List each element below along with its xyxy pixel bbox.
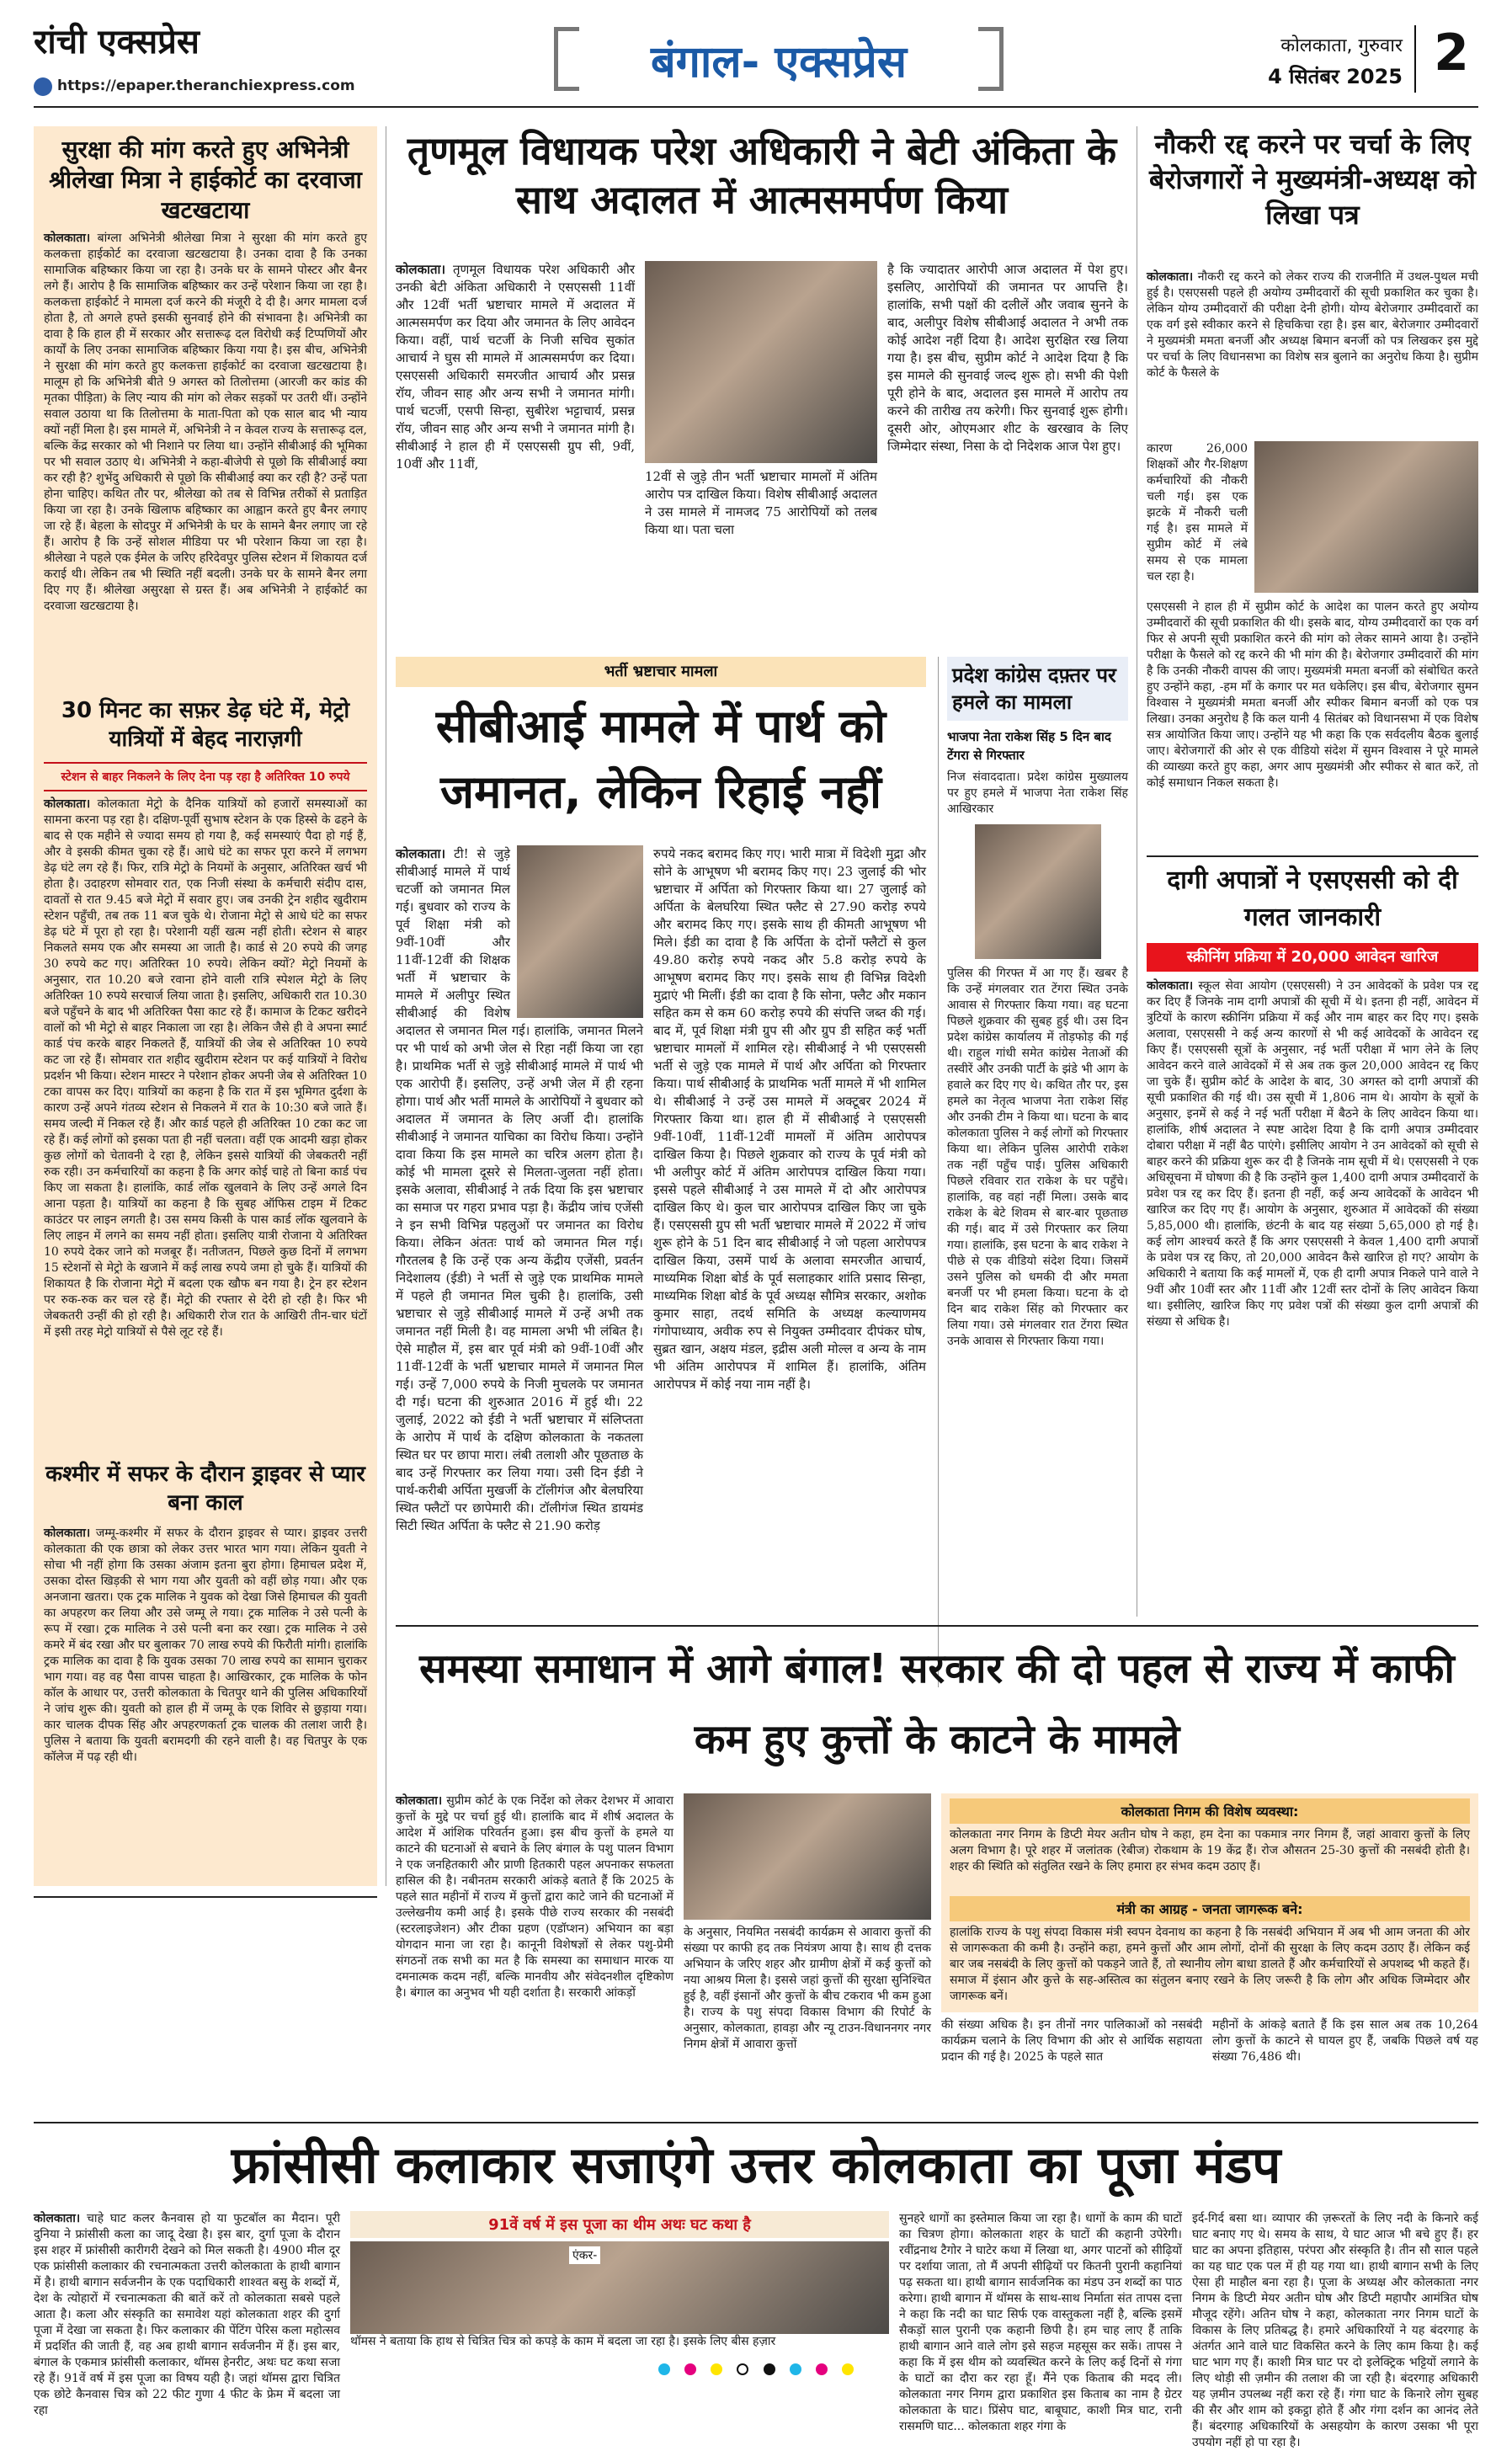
dateline: कोलकाता।: [396, 846, 446, 861]
story-text: कोलकाता मेट्रो के दैनिक यात्रियों को हजारों समस्याओं का सामना करना पड़ रहा है। दक्षिण-पूर्वी सुभाष स्टेशन के एक हिस्से के ढहने के बाद से एक महीने से ज्यादा समय हो गया है, कई समस्याएं पैदा हो गई हैं, और वे इसकी कीमत चुका रहे हैं। आधे घंटे का सफर पूरा करने में लगभग डेढ़ घंटे लग रहे हैं। फिर, रात्रि मेट्रो के नियमों के अनुसार, अतिरिक्त खर्च भी होता है। उदाहरण सोमवार रात, एक निजी संस्था के कर्मचारी संदीप दास, दावतों से रात 9.45 बजे मेट्रो में सवार हुए। जब उनकी ट्रेन शहीद खुदीराम स्टेशन पहुँची, तब तक 11 बज चुके थे। रोजाना मेट्रो से आधे घंटे का सफर डेढ़ घंटे में पूरा हो रहा है। परेशानी यहीं खत्म नहीं होती। स्टेशन से बाहर निकलते समय एक और समस्या आ जाती है। कार्ड से 20 रुपये की जगह 30 रुपये कट गए। अतिरिक्त 10 रुपये। लेकिन क्यों? मेट्रो नियमों के अनुसार, रात 10.20 बजे रवाना होने वाली रात्रि स्पेशल मेट्रो के लिए अतिरिक्त 10 रुपये सरचार्ज लिया जाता है। इसलिए, अधिकारी रात 10.30 बजे पहुँचने के बाद भी अतिरिक्त पैसा काट रहे हैं। कामाज के टिकट खरीदने वालों को भी मेट्रो से बाहर निकाला जा रहा है। लेकिन जैसे ही वे अपना स्मार्ट कार्ड पंच करके बाहर निकलते हैं, यात्रियों की जेब से अतिरिक्त 10 रुपये कट जा रहे हैं। सोमवार रात शहीद खुदीराम स्टेशन पर कई यात्रियों ने विरोध प्रदर्शन भी किया। स्टेशन मास्टर ने परेशान होकर अपनी जेब से अतिरिक्त 10 टका वापस कर दिए। यात्रियों का कहना है कि रात में इस भूमिगत दुर्दशा के कारण उन्हें अपने गंतव्य स्टेशन से निकलने में रात के 10:30 बजे जाते हैं। समय जल्दी में निकल रहे हैं। और कार्ड पहले ही अतिरिक्त 10 टका कट जा रहे हैं। कई लोगों को इसका पता ही नहीं चलता। वहीं एक आदमी खड़ा होकर कुछ लोगों को चेतावनी दे रहा है, लेकिन इससे यात्रियों की जेबकतरी नहीं रुक रही। उन कर्मचारियों का कहना है कि अगर कोई चाहे तो बिना कार्ड पंच किए जा सकता है। हालांकि, कार्ड लॉक खुलवाने के लिए उन्हें अगले दिन आना पड़ता है। यात्रियों का कहना है कि सुबह ऑफिस टाइम में टिकट काउंटर पर लाइन लगती है। उस समय किसी के पास कार्ड लॉक खुलवाने के लिए लाइन में लगने का समय नहीं होता। इसलिए यात्री रोजाना ये अतिरिक्त 10 रुपये देकर जाने को मजबूर हैं। नतीजतन, पिछले कुछ दिनों में लगभग 15 स्टेशनों से मेट्रो के खजाने में कई लाख रुपये जमा हो चुके हैं। यात्रियों की शिकायत है कि रोजाना मेट्रो में बदला एक खौफ बन गया है। ट्रेन हर स्टेशन पर रुक-रुक कर चल रहे हैं। मेट्रो की रफ्तार से देरी हो रही है। फिर भी जेबकतरी उन्हीं की हो रही है। अधिकारी रोज रात के आखिरी तीन-चार घंटों में इसी तरह मेट्रो यात्रियों से पैसे लूट रहे हैं।: [44, 797, 367, 1339]
dateline: कोलकाता।: [396, 1794, 443, 1808]
dateline: कोलकाता।: [1147, 270, 1194, 284]
congress-byline: निज संवाददाता। प्रदेश कांग्रेस मुख्यालय पर हुए हमले में भाजपा नेता राकेश सिंह आखिरकार: [947, 770, 1128, 816]
story-text: तृणमूल विधायक परेश अधिकारी और उनकी बेटी अंकिता अधिकारी ने एसएससी 11वीं और 12वीं भर्ती भ्रष्टाचार मामले में अदालत में आत्मसमर्पण कर दिया और जमानत के लिए आवेदन किया। वहीं, पार्थ चटर्जी के निजी सचिव सुकांत आचार्य ने घुस सी मामले में आत्मसमर्पण कर दिया। एसएससी अधिकारी समरजीत आचार्य और प्रसन्न रॉय, जीवन साह और अन्य सभी ने जमानत मांगी। पार्थ चटर्जी, एसपी सिन्हा, सुबीरेश भट्टाचार्य, प्रसन्न रॉय, जीवन साह और अन्य सभी ने जमानत मांगी है। सीबीआई ने हाल ही में एसएससी ग्रुप सी, 9वीं, 10वीं और 11वीं,: [396, 262, 635, 472]
story-text: स्कूल सेवा आयोग (एसएससी) ने उन आवेदकों के प्रवेश पत्र रद्द कर दिए हैं जिनके नाम दागी अपात्रों की सूची में थे। इतना ही नहीं, आवेदन में त्रुटियों के कारण स्क्रीनिंग प्रक्रिया में कई और नाम बाहर कर दिए गए। इसके अलावा, एसएससी ने कई अन्य कारणों से भी कई आवेदकों के आवेदन रद्द किए हैं। एसएससी सूत्रों के अनुसार, नई भर्ती परीक्षा में भाग लेने के लिए आवेदन करने वाले आवेदकों में से अब तक कुल 20,000 आवेदन रद्द किए जा चुके हैं। सुप्रीम कोर्ट के आदेश के बाद, 30 अगस्त को दागी अपात्रों की सूची प्रकाशित की गई थी। उस सूची में 1,806 नाम थे। आयोग के सूत्रों के अनुसार, इनमें से कई ने नई भर्ती परीक्षा में बैठने के लिए आवेदन किया था। हालांकि, शीर्ष अदालत ने स्पष्ट आदेश दिया है कि दागी अपात्र उम्मीदवार दोबारा परीक्षा में नहीं बैठ पाएंगे। इसीलिए आयोग ने उन आवेदकों को सूची से बाहर करने की प्रक्रिया शुरू कर दी है जिनके नाम सूची में थे। एसएससी ने एक अधिसूचना में घोषणा की है कि उन्होंने कुल 1,400 दागी अपात्र उम्मीदवारों के प्रवेश पत्र रद्द कर दिए हैं। इतना ही नहीं, कई अन्य आवेदकों के आवेदन भी खारिज कर दिए गए हैं। आयोग के अनुसार, शुरुआत में आवेदकों की संख्या 5,85,000 थी। हालांकि, छंटनी के बाद यह संख्या 5,65,000 हो गई है। कई लोग आश्चर्य करते हैं कि अगर एसएससी ने केवल 1,400 दागी अपात्रों के प्रवेश पत्र रद्द किए, तो 20,000 आवेदन कैसे खारिज हो गए? आयोग के अधिकारी ने बताया कि कई मामलों में, एक ही दागी अपात्र निकले पाने वाले ने 9वीं और 10वीं स्तर और 11वीं और 12वीं स्तर दोनों के लिए आवेदन किया था। इसीलिए, खारिज किए गए प्रवेश पत्रों की संख्या कुल दागी अपात्रों की संख्या से अधिक है।: [1147, 979, 1478, 1329]
magenta-swatch: [684, 2363, 696, 2375]
left-column: [34, 126, 377, 1886]
congress-box: [938, 657, 1128, 1687]
story-text: टी! से जुड़े सीबीआई मामले में पार्थ चटर्जी को जमानत मिल गई। बुधवार को राज्य के पूर्व शिक्षा मंत्री को 9वीं-10वीं और 11वीं-12वीं की शिक्षक भर्ती में भ्रष्टाचार के मामले में अलीपुर स्थित सीबीआई की विशेष अदालत से जमानत मिल गई। हालांकि, जमानत मिलने पर भी पार्थ को अभी जेल से रिहा नहीं किया जा रहा है। प्राथमिक भर्ती से जुड़े सीबीआई मामले में पार्थ भी एक आरोपी हैं। इसलिए, उन्हें अभी जेल में ही रहना होगा। पार्थ और भर्ती मामले के आरोपियों ने बुधवार को अदालत में जमानत के लिए अर्जी दी। हालांकि सीबीआई ने जमानत याचिका का विरोध किया। उन्होंने दावा किया कि इस मामले का चरित्र अलग होता है। कोई भी मामला दूसरे से मिलता-जुलता नहीं होता। इसके अलावा, सीबीआई ने तर्क दिया कि इस भ्रष्टाचार का समाज पर गहरा प्रभाव पड़ा है। केंद्रीय जांच एजेंसी ने इन सभी विभिन्न पहलुओं पर जमानत का विरोध किया। लेकिन अंततः पार्थ को जमानत मिल गई। गौरतलब है कि उन्हें एक अन्य केंद्रीय एजेंसी, प्रवर्तन निदेशालय (ईडी) ने भर्ती से जुड़े एक प्राथमिक मामले में पहले ही जमानत मिल चुकी है। हालांकि, उसी भ्रष्टाचार से जुड़े सीबीआई मामले में उन्हें अभी तक जमानत नहीं मिली है। वह मामला अभी भी लंबित है। ऐसे माहौल में, इस बार पूर्व मंत्री को 9वीं-10वीं और 11वीं-12वीं के भर्ती भ्रष्टाचार मामले में जमानत मिल गई। उन्हें 7,000 रुपये के निजी मुचलके पर जमानत दी गई। घटना की शुरुआत 2016 में हुई थी। 22 जुलाई, 2022 को ईडी ने भर्ती भ्रष्टाचार में संलिप्तता के आरोप में पार्थ के दक्षिण कोलकाता के नकतला स्थित घर पर छापा मारा। लंबी तलाशी और पूछताछ के बाद उन्हें गिरफ्तार कर लिया गया। उसी दिन ईडी ने पार्थ-करीबी अर्पिता मुखर्जी के टॉलीगंज और बेलघरिया स्थित फ्लैटों पर छापेमारी की। टॉलीगंज स्थित डायमंड सिटी स्थित अर्पिता के फ्लैट से 21.90 करोड़: [396, 846, 643, 1533]
jobs-body-top: [1147, 269, 1478, 438]
panel-body-corporation: कोलकाता नगर निगम के डिप्टी मेयर अतीन घोष ने कहा, हम देना का पकमात्र नगर निगम हैं, जहां आवारा कुत्तों के लिए अलग विभाग है। पूरे शहर में जलांतक (रेबीज) रोकथाम के 19 केंद्र हैं। रोज औसतन 25-30 कुत्तों की नसबंदी होती है। शहर की स्थिति को संतुलित रखने के लिए हमारा हर संभव कदम उठाए हैं।: [950, 1828, 1470, 1873]
headline-partha: सीबीआई मामले में पार्थ को जमानत, लेकिन रिहाई नहीं: [435, 700, 886, 818]
french-col-3: [899, 2211, 1182, 2433]
panel-title-minister: मंत्री का आग्रह - जनता जागरूक बने:: [950, 1896, 1470, 1921]
french-col-4: [1192, 2211, 1478, 2449]
globe-icon: [34, 77, 52, 96]
headline-metro: 30 मिनट का सफ़र डेढ़ घंटे में, मेट्रो यात्रियों में बेहद नाराज़गी: [61, 698, 350, 752]
dogs-photo: [684, 1793, 931, 1920]
jobs-body-bottom: [1147, 599, 1478, 852]
jobs-body-side: [1147, 441, 1248, 593]
panel-body-minister: हालांकि राज्य के पशु संपदा विकास मंत्री स्वपन देवनाथ का कहना है कि नसबंदी अभियान में अब भी आम जनता की ओर से जागरूकता की कमी है। उन्होंने कहा, हमने कुत्तों और आम लोगों, दोनों की सुरक्षा के लिए कदम उठाए हैं। लेकिन कई बार जब नसबंदी के लिए कुत्तों को पकड़ने जाते हैं, तो स्थानीय लोग बाधा डालते हैं और कर्मचारियों से अपशब्द भी कहते हैं। समाज में इंसान और कुत्ते के सह-अस्तित्व का संतुलन बनाए रखने के लिए जरूरी है कि लोग और अधिक जिम्मेदार और जागरूक बनें।: [950, 1926, 1470, 2003]
yellow-swatch: [842, 2363, 854, 2375]
rakesh-photo: [975, 824, 1101, 959]
section-rule: [34, 1896, 377, 1898]
tainted-subhead: स्क्रीनिंग प्रक्रिया में 20,000 आवेदन खारिज: [1147, 943, 1478, 972]
story-text: के अनुसार, नियमित नसबंदी कार्यक्रम से आवारा कुत्तों की संख्या पर काफी हद तक नियंत्रण आया है। साथ ही दत्तक अभियान के जरिए शहर और ग्रामीण क्षेत्रों में कई कुत्तों को नया आश्रय मिला है। इससे जहां कुत्तों की सुरक्षा सुनिश्चित हुई है, वहीं इंसानों और कुत्तों के बीच टकराव भी कम हुआ है। राज्य के पशु संपदा विकास विभाग की रिपोर्ट के अनुसार, कोलकाता, हावड़ा और न्यू टाउन-विधाननगर नगर निगम क्षेत्रों में आवारा कुत्तों: [684, 1926, 931, 2051]
french-col-1: [34, 2211, 341, 2417]
story-metro-body: [44, 797, 367, 1453]
story-text: जम्मू-कश्मीर में सफर के दौरान ड्राइवर से प्यार। ड्राइवर उत्तरी कोलकाता की एक छात्रा को लेकर उत्तर भारत भाग गया। लेकिन युवती ने सोचा भी नहीं होगा कि उसका अंजाम इतना बुरा होगा। हिमाचल प्रदेश में, उसका दोस्त खिड़की से भाग गया और युवती को वहीं छोड़ गया। और एक अनजाना खतरा। एक ट्रक मालिक ने युवक को देखा जिसे हिमाचल की युवती का अपहरण कर लिया और उसे जम्मू ले गया। ट्रक मालिक ने उसे पत्नी के रूप में रखा। ट्रक मालिक ने उसे पत्नी बना कर रखा। ट्रक मालिक ने उसे कमरे में बंद रखा और घर बुलाकर 70 लाख रुपये की फिरौती मांगी। हालांकि ट्रक मालिक का दावा है कि युवक उसका 70 लाख रुपये का सामान चुराकर भाग गया। वह वह पैसा वापस चाहता है। आखिरकार, ट्रक मालिक के फोन कॉल के आधार पर, उत्तरी कोलकाता के चितपुर थाने की पुलिस अधिकारियों ने जांच शुरू की। युवती को हाल ही में जम्मू के एक शिविर से छुड़ाया गया। कार चालक दीपक सिंह और अपहरणकर्ता ट्रक चालक की तलाश जारी है। पुलिस ने बताया कि युवती बरामदगी की रहने वाली है। वह चितपुर के एक कॉलेज में पढ़ रही थी।: [44, 1527, 367, 1764]
color-registration-bar: [34, 2363, 1478, 2379]
french-photo-label: 91वें वर्ष में इस पूजा का थीम अथः घट कथा है: [350, 2211, 889, 2238]
section-title: बंगाल- एक्सप्रेस: [650, 37, 908, 88]
section-bracket-right: [978, 27, 1004, 91]
tainted-body: [1147, 978, 1478, 1618]
metro-subhead: स्टेशन से बाहर निकलने के लिए देना पड़ रहा है अतिरिक्त 10 रुपये: [44, 762, 367, 791]
dateline: कोलकाता।: [34, 2212, 81, 2225]
partha-kicker: भर्ती भ्रष्टाचार मामला: [604, 663, 718, 680]
story-text: सुनहरे धागों का इस्तेमाल किया जा रहा है। धागों के काम की घाटों का चित्रण होगा। कोलकाता शहर के घाटों की कहानी उपेरेगी। रवींद्रनाथ टैगोर ने घाटेर कथा में लिखा था, अगर पाटनों को सीढ़ियों पर दर्शाया जाता, तो मैं अपनी सीढ़ियों पर कितनी पुरानी कहानियां पढ़ सकता था। हाथी बागान सार्वजनिक का मंडप उन शब्दों का पाठ करेगा। हाथी बागान में थॉमस के साथ-साथ निर्माता संत तापस दत्ता ने कहा कि नदी का घाट सिर्फ एक वास्तुकला नहीं है, बल्कि इसमें सैकड़ों साल पुरानी एक कहानी छिपी है। हम चाह लाए हैं ताकि हाथी बागान आने वाले लोग इसे सहज महसूस कर सकें। तापस ने कहा कि में इस थीम को व्यवस्थित करने के लिए कई दिनों से गंगा के घाटों का दौरा कर रहा हूँ। मैंने एक किताब की मदद ली। कोलकाता नगर निगम द्वारा प्रकाशित इस किताब का नाम है ग्रेटर कोलकाता के घाट। प्रिंसेप घाट, बाबूघाट, काशी मित्र घाट, रानी रासमणि घाट... कोलकाता शहर गंगा के: [899, 2212, 1182, 2433]
paresh-photo: [645, 261, 877, 463]
black-swatch: [764, 2363, 775, 2375]
paper-name: रांची एक्सप्रेस: [34, 22, 200, 61]
headline-french: फ्रांसीसी कलाकार सजाएंगे उत्तर कोलकाता का पूजा मंडप: [231, 2136, 1281, 2195]
page-number: 2: [1434, 24, 1469, 83]
registration-mark-icon: [737, 2363, 748, 2375]
story-sreelekha-body: [44, 231, 367, 690]
section-rule: [396, 1625, 1478, 1627]
paresh-col-1: [396, 261, 635, 640]
section-rule: [34, 2122, 1478, 2123]
congress-head-band: [947, 657, 1128, 721]
dateline: कोलकाता।: [1147, 979, 1194, 993]
story-text: एसएससी ने हाल ही में सुप्रीम कोर्ट के आदेश का पालन करते हुए अयोग्य उम्मीदवारों की सूची प्रकाशित की थी। इसके बाद, योग्य उम्मीदवारों का एक वर्ग फिर से अपनी सूची प्रकाशित करने की मांग को लेकर सामने आया है। उन्होंने परीक्षा के फैसले को रद्द करने की भी मांग की है। बेरोजगार उम्मीदवारों की मांग है कि उनकी नौकरी वापस की जाए। मुख्यमंत्री ममता बनर्जी को संबोधित करते हुए उन्होंने कहा, -हम माँ के कगार पर मत धकेलिए। इस बीच, बेरोजगार सुमन विश्वास ने मुख्यमंत्री ममता बनर्जी और स्पीकर बिमान बनर्जी को एक पत्र लिखा। उनका अनुरोध है कि कल यानी 4 सितंबर को विधानसभा में एक विशेष सत्र आयोजित किया जाए। उन्होंने यह भी कहा कि एक सर्वदलीय बैठक बुलाई जाए। बेरोजगारों की ओर से एक वीडियो संदेश में सुमन विश्वास ने पूरे मामले की व्याख्या करते हुए कहा, अगर आप मुख्यमंत्री और स्पीकर से बात करें, तो कोई समाधान निकल सकता है।: [1147, 600, 1478, 790]
magenta-swatch: [816, 2363, 828, 2375]
story-text: है कि ज्यादातर आरोपी आज अदालत में पेश हुए। इसलिए, आरोपियों की जमानत पर आपत्ति है। हालांकि, सभी पक्षों की दलीलें और जवाब सुनने के बाद, अलीपुर विशेष सीबीआई अदालत ने अभी तक कोई आदेश नहीं दिया है। आदेश सुरक्षित रख लिया गया है। इस बीच, सुप्रीम कोर्ट ने आदेश दिया है कि इस मामले की सुनवाई जल्द शुरू हो। सभी की पेशी पूरी होने के बाद, अदालत इस मामले में आरोप तय करने की तारीख तय करेगी। फिर सुनवाई शुरू होगी। दूसरी ओर, ओएमआर शीट के खरखाव के लिए जिम्मेदार संस्था, निसा के दो निदेशक आज पेश हुए।: [887, 262, 1128, 454]
dogs-col-3: [941, 2017, 1202, 2113]
story-text: बांग्ला अभिनेत्री श्रीलेखा मित्रा ने सुरक्षा की मांग करते हुए कलकत्ता हाईकोर्ट का दरवाजा खटखटाया है। उनका दावा है कि उनका सामाजिक बहिष्कार किया जा रहा है। उनके घर के सामने पोस्टर और बैनर लगे हैं। आरोप है कि सामाजिक बहिष्कार कर उन्हें परेशान किया जा रहा है। कलकत्ता हाईकोर्ट ने मामला दर्ज करने की मंजूरी दे दी है। अगर मामला दर्ज होता है, तो अगले हफ्ते इसकी सुनवाई होने की संभावना है। अभिनेत्री का दावा है कि हाल ही में सरकार और सत्तारूढ़ दल विरोधी कई टिप्पणियों और कार्यों के लिए उनका सामाजिक बहिष्कार किया गया है। इस बीच, अभिनेत्री ने सुरक्षा की मांग करते हुए कलकत्ता हाईकोर्ट का दरवाजा खटखटाया है। मालूम हो कि अभिनेत्री बीते 9 अगस्त को तिलोत्तमा (आरजी कर कांड की मृतका पीड़िता) के लिए न्याय की मांग को लेकर सड़कों पर उतरी थीं। उन्होंने सवाल उठाया था कि तिलोत्तमा के माता-पिता को एक साल बाद भी न्याय क्यों नहीं मिला है। इस मामले में, अभिनेत्री ने न केवल राज्य के सत्तारूढ़ दल, बल्कि केंद्र सरकार को भी निशाने पर लिया था। उन्होंने सीबीआई की भूमिका पर भी सवाल उठाए थे। अभिनेत्री ने कहा-बीजेपी से पूछो कि सीबीआई क्या कर रही है? शुभेंदु अधिकारी से पूछो कि सीबीआई क्या कर रही है? उन्हें पता होना चाहिए। कथित तौर पर, श्रीलेखा को तब से विभिन्न तरीकों से प्रताड़ित किया जा रहा है। उनके खिलाफ बहिष्कार का आह्वान करते हुए बैनर लगाए जा रहे हैं। बेहला के सोदपुर में अभिनेत्री के घर के सामने बैनर लगाए जा रहे हैं। आरोप है कि उन्हें सोशल मीडिया पर भी परेशान किया जा रहा है। श्रीलेखा ने पहले एक ईमेल के जरिए हरिदेवपुर पुलिस स्टेशन में शिकायत दर्ज कराई थी। लेकिन तब भी स्थिति नहीं बदली। उनके घर के सामने बैनर लगा दिए गए हैं। श्रीलेखा असुरक्षा से ग्रस्त हैं। अब अभिनेत्री ने हाईकोर्ट का दरवाजा खटखटाया है।: [44, 232, 367, 613]
headline-sreelekha: सुरक्षा की मांग करते हुए अभिनेत्री श्रीलेखा मित्रा ने हाईकोर्ट का दरवाजा खटखटाया: [49, 136, 362, 224]
congress-subhead: भाजपा नेता राकेश सिंह 5 दिन बाद टेंगरा से गिरफ्तार: [947, 729, 1111, 763]
masthead-rule: [34, 106, 1478, 108]
story-text: सुप्रीम कोर्ट के एक निर्देश को लेकर देशभर में आवारा कुत्तों के मुद्दे पर चर्चा हुई थी। हालांकि बाद में शीर्ष अदालत के आदेश में आंशिक परिवर्तन हुआ। इस बीच कुत्तों के हमले या काटने की घटनाओं से बचाने के लिए बंगाल के पशु पालन विभाग ने एक जनहितकारी और प्राणी हितकारी पहल अपनाकर सफलता हासिल की है। नबीनतम सरकारी आंकड़े बताते हैं कि 2025 के पहले सात महीनों में राज्य में कुत्तों द्वारा काटे जाने की घटनाओं में उल्लेखनीय कमी आई है। इसके पीछे राज्य सरकार की नसबंदी (स्टरलाइजेशन) और टीका ग्रहण (एडॉप्शन) अभियान का बड़ा योगदान माना जा रहा है। कानूनी विशेषज्ञों से लेकर पशु-प्रेमी संगठनों तक सभी का मत है कि समस्या का समाधान मारक या दमनात्मक कदम नहीं, बल्कि मानवीय और संवेदनशील दृष्टिकोण है। बंगाल का अनुभव भी यही दर्शाता है। सरकारी आंकड़ों: [396, 1794, 674, 2000]
story-text: महीनों के आंकड़े बताते हैं कि इस साल अब तक 10,264 लोग कुत्तों के काटने से घायल हुए हैं, जबकि पिछले वर्ष यह संख्या 76,486 थी।: [1212, 2018, 1478, 2064]
french-photo: [350, 2241, 889, 2334]
french-photo-block: [350, 2211, 889, 2358]
website-url[interactable]: https://epaper.theranchiexpress.com: [57, 77, 355, 94]
dogs-col-1: [396, 1793, 673, 2113]
partha-col-1: [396, 845, 643, 1687]
yellow-swatch: [711, 2363, 722, 2375]
panel-title-corporation: कोलकाता निगम की विशेष व्यवस्था:: [950, 1798, 1470, 1824]
dogs-panel: [941, 1793, 1478, 2012]
story-text: इर्द-गिर्द बसा था। व्यापार की ज़रूरतों के लिए नदी के किनारे कई घाट बनाए गए थे। समय के साथ, ये घाट आज भी बचे हुए हैं। हर घाट का अपना इतिहास, परंपरा और संस्कृति है। तीन सौ साल पहले का यह घाट एक पल में ही यह गया था। हाथी बागान सभी के लिए ऐसा ही माहौल बना रहा है। पूजा के अध्यक्ष और कोलकाता नगर निगम के डिप्टी मेयर अतीन घोष और डिप्टी महापौर आमंत्रित घोष मौजूद रहेंगे। अतिन घोष ने कहा, कोलकाता नगर निगम घाटों के विकास के लिए प्रतिबद्ध है। हमारे अधिकारियों ने यह बंदरगाह के अंतर्गत आने वाले घाट विकसित करने के लिए काम किया है। कई घाट भाग गए हैं। काशी मित्र घाट पर दो इलेक्ट्रिक भट्टियों लगाने के लिए थोड़ी सी ज़मीन की तलाश की जा रही है। बंदरगाह अधिकारी यह ज़मीन उपलब्ध नहीं करा रहे हैं। गंगा घाट के किनारे लोग सुबह की सैर और शाम को इकट्ठा होते हैं और गंगा दर्शन का आनंद लेते हैं। बंदरगाह अधिकारियों के असहयोग के कारण उसका भी पूरा उपयोग नहीं हो पा रहा है।: [1192, 2212, 1478, 2449]
paresh-photo-caption: [645, 468, 877, 645]
partha-kicker-band: [396, 657, 926, 687]
cyan-swatch: [790, 2363, 801, 2375]
dateline: कोलकाता।: [44, 1527, 91, 1540]
city-day: कोलकाता, गुरुवार: [1280, 35, 1403, 56]
story-text: रुपये नकद बरामद किए गए। भारी मात्रा में विदेशी मुद्रा और सोने के आभूषण भी बरामद किए गए। 23 जुलाई की भोर भ्रष्टाचार में अर्पिता को गिरफ्तार किया था। 27 जुलाई को अर्पिता के बेलघरिया स्थित फ्लैट से 27.90 करोड़ रुपये और बरामद किए गए। इसके साथ ही कीमती आभूषण भी मिले। ईडी का दावा है कि अर्पिता के दोनों फ्लैटों से कुल 49.80 करोड़ रुपये नकद और 5.8 करोड़ रुपये के आभूषण बरामद किए गए। इसके साथ ही विभिन्न विदेशी मुद्राएं भी मिलीं। ईडी का दावा है कि सोना, फ्लैट और मकान सहित कम से कम 60 करोड़ रुपये की संपत्ति जब्त की गई। बाद में, पूर्व शिक्षा मंत्री ग्रुप सी और ग्रुप डी सहित कई भर्ती भ्रष्टाचार मामलों में शामिल रहे। सीबीआई ने भी एसएससी भर्ती से जुड़े एक मामले में पार्थ और अर्पिता को गिरफ्तार किया। पार्थ सीबीआई के प्राथमिक भर्ती मामले में भी शामिल थे। सीबीआई ने उन्हें उस मामले में अक्टूबर 2024 में गिरफ्तार किया था। हाल ही में सीबीआई ने एसएससी 9वीं-10वीं, 11वीं-12वीं मामलों में अंतिम आरोपपत्र दाखिल किया है। पिछले शुक्रवार को राज्य के पूर्व मंत्री को भी अलीपुर कोर्ट में अंतिम आरोपपत्र दाखिल किया गया। इससे पहले सीबीआई ने उस मामले में दो और आरोपपत्र दाखिल किए थे। कुल चार आरोपपत्र दाखिल किए जा चुके हैं। एसएससी ग्रुप सी भर्ती भ्रष्टाचार मामले में 2022 में जांच शुरू होने के 51 दिन बाद सीबीआई ने जो पहला आरोपपत्र दाखिल किया, उसमें पार्थ के अलावा समरजीत आचार्य, माध्यमिक शिक्षा बोर्ड के पूर्व सलाहकार शांति प्रसाद सिन्हा, माध्यमिक शिक्षा बोर्ड के पूर्व अध्यक्ष सौमित्र सरकार, अशोक कुमार साहा, तदर्थ समिति के अध्यक्ष कल्याणमय गंगोपाध्याय, अवीक रुप से नियुक्त उम्मीदवार दीपंकर घोष, सुब्रत खान, अक्षय मंडल, इद्रीस अली मोल्ल व अन्य के नाम भी अंतिम आरोपपत्र में शामिल हैं। हालांकि, अंतिम आरोपपत्र में कोई नया नाम नहीं है।: [653, 846, 926, 1392]
headline-paresh: तृणमूल विधायक परेश अधिकारी ने बेटी अंकिता के साथ अदालत में आत्मसमर्पण किया: [407, 128, 1117, 222]
headline-tainted: दागी अपात्रों ने एसएससी को दी गलत जानकारी: [1167, 866, 1458, 932]
story-text: कारण 26,000 शिक्षकों और गैर-शिक्षण कर्मचारियों की नौकरी चली गई। इस एक झटके में नौकरी चली गई है। इस मामले में सुप्रीम कोर्ट में लंबे समय से एक मामला चल रहा है।: [1147, 442, 1248, 583]
story-text: नौकरी रद्द करने को लेकर राज्य की राजनीति में उथल-पुथल मची हुई है। एसएससी पहले ही अयोग्य उम्मीदवारों की सूची प्रकाशित कर चुका है। लेकिन योग्य उम्मीदवारों की परीक्षा देनी होगी। योग्य बेरोजगार उम्मीदवारों का एक वर्ग इसे स्वीकार करने से हिचकिचा रहा है। इस बार, बेरोजगार उम्मीदवारों ने मुख्यमंत्री ममता बनर्जी और अध्यक्ष बिमान बनर्जी को पत्र लिखकर इस मुद्दे पर चर्चा के लिए विधानसभा का विशेष सत्र बुलाने का अनुरोध किया है। सुप्रीम कोर्ट के फैसले के: [1147, 270, 1478, 380]
dogs-col-2: [684, 1925, 931, 2113]
cyan-swatch: [658, 2363, 670, 2375]
dateline: कोलकाता।: [44, 797, 91, 811]
paresh-col-3: [887, 261, 1128, 640]
story-kashmir-body: [44, 1526, 367, 1871]
dateline: कोलकाता।: [396, 262, 446, 277]
page-divider: [1414, 25, 1416, 93]
dogs-col-4: [1212, 2017, 1478, 2113]
partha-col-2: [653, 845, 926, 1687]
story-text: 12वीं से जुड़े तीन भर्ती भ्रष्टाचार मामलों में अंतिम आरोप पत्र दाखिल किया। विशेष सीबीआई अदालत ने उस मामले में नामजद 75 आरोपियों को तलब किया था। पता चला: [645, 469, 877, 537]
french-photo-caption: थॉमस ने बताया कि हाथ से चित्रित चित्र को कपड़े के काम में बदला जा रहा है। इसके लिए बीस हज़ार: [350, 2335, 776, 2348]
partha-photo: [517, 845, 643, 1018]
issue-date: 4 सितंबर 2025: [1268, 65, 1403, 88]
headline-congress: प्रदेश कांग्रेस दफ़्तर पर हमले का मामला: [952, 663, 1116, 714]
story-text: पुलिस की गिरफ्त में आ गए हैं। खबर है कि उन्हें मंगलवार रात टेंगरा स्थित उनके आवास से गिरफ्तार किया गया। वह घटना पिछले शुक्रवार की सुबह हुई थी। उस दिन प्रदेश कांग्रेस कार्यालय में तोड़फोड़ की गई थी। राहुल गांधी समेत कांग्रेस नेताओं की तस्वीरें और उनकी पार्टी के झंडे भी आग के हवाले कर दिए गए थे। कथित तौर पर, इस हमले का नेतृत्व भाजपा नेता राकेश सिंह और उनकी टीम ने किया था। घटना के बाद कोलकाता पुलिस ने कई लोगों को गिरफ्तार किया था। लेकिन पुलिस आरोपी राकेश तक नहीं पहुँच पाई। पुलिस अधिकारी पिछले रविवार रात राकेश के घर पहुँचे। हालांकि, वह वहां नहीं मिला। उसके बाद राकेश के बेटे शिवम से बार-बार पूछताछ की गई। बाद में उसे गिरफ्तार कर लिया गया। हालांकि, इस घटना के बाद राकेश ने पीछे से एक वीडियो संदेश दिया। जिसमें उसने पुलिस को धमकी दी और ममता बनर्जी पर भी हमला किया। घटना के दो दिन बाद राकेश सिंह को गिरफ्तार कर लिया गया। उसे मंगलवार रात टेंगरा स्थित उनके आवास से गिरफ्तार किया गया।: [947, 967, 1128, 1348]
dateline: कोलकाता।: [44, 232, 91, 245]
story-text: की संख्या अधिक है। इन तीनों नगर पालिकाओं को नसबंदी कार्यक्रम चलाने के लिए विभाग की ओर से आर्थिक सहायता प्रदान की गई है। 2025 के पहले सात: [941, 2018, 1202, 2064]
headline-dogs: समस्या समाधान में आगे बंगाल! सरकार की दो पहल से राज्य में काफी कम हुए कुत्तों के काटने के मामले: [419, 1645, 1455, 1763]
headline-jobs: नौकरी रद्द करने पर चर्चा के लिए बेरोजगारों ने मुख्यमंत्री-अध्यक्ष को लिखा पत्र: [1149, 128, 1476, 231]
masthead: [34, 17, 1478, 109]
headline-kashmir: कश्मीर में सफर के दौरान ड्राइवर से प्यार बना काल: [45, 1462, 365, 1516]
section-bracket-left: [554, 27, 579, 91]
section-rule: [1147, 855, 1478, 857]
jobs-photo: [1254, 441, 1478, 593]
story-text: चाहे घाट कलर कैनवास हो या फुटबॉल का मैदान। पूरी दुनिया ने फ्रांसीसी कला का जादू देखा है। इस बार, दुर्गा पूजा के दौरान इस शहर में फ्रांसीसी कारीगरी देखने को मिल सकती है। 4900 मील दूर एक फ्रांसीसी कलाकार की रचनात्मकता उत्तरी कोलकाता के हाथी बागान में है। हाथी बागान सर्वजनीन के एक पदाधिकारी शाश्वत बसु के शब्दों में, देश के त्योहारों में रचनात्मकता की बातें करें तो कोलकाता सबसे पहले आता है। कला और संस्कृति का समावेश यहां कोलकाता शहर की दुर्गा पूजा में देखा जा सकता है। फिर कलाकार की पेंटिंग पेरिस कला महोत्सव में प्रदर्शित की जाती हैं, वह अब हाथी बागान सर्वजनीन में हैं। इस बार, बंगाल के एकमात्र फ्रांसीसी कलाकार, थॉमस हेनरीट, अथः घट कथा सजा रहे हैं। 91वें वर्ष में इस पूजा का विषय यही है। जहां थॉमस द्वारा चित्रित एक छोटे कैनवास चित्र को 22 फीट गुणा 4 फीट के फ्रेम में बदला जा रहा: [34, 2212, 341, 2417]
photo-tag: एंकर-: [569, 2246, 600, 2264]
